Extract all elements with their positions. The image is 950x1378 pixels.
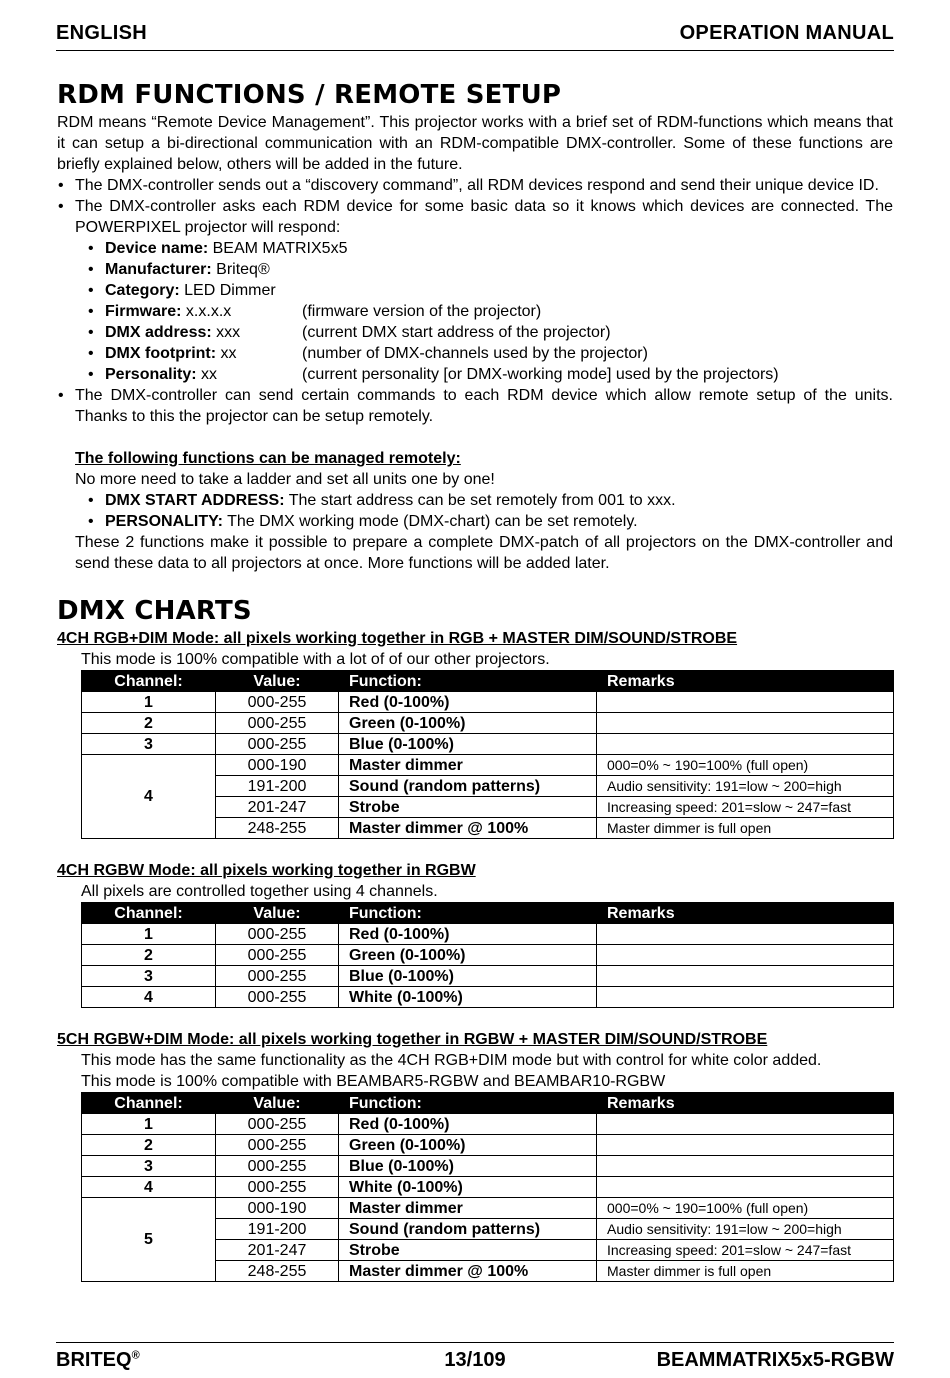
table-header-row <box>82 1093 894 1114</box>
channel-cell: 2 <box>82 945 216 966</box>
channel-cell: 3 <box>82 1156 216 1177</box>
value-cell: 248-255 <box>216 1261 339 1282</box>
rdm-item-label: Firmware: <box>105 303 182 320</box>
table-row <box>82 1135 894 1156</box>
rdm-item-label-value <box>105 301 302 322</box>
remote-functions-intro: No more need to take a ladder and set all units one by one! <box>75 471 495 488</box>
function-cell: Red (0-100%) <box>339 924 597 945</box>
value-cell: 000-255 <box>216 1156 339 1177</box>
function-cell: Strobe <box>339 1240 597 1261</box>
rdm-response-item <box>87 322 893 343</box>
remarks-cell <box>597 734 894 755</box>
value-cell: 201-247 <box>216 1240 339 1261</box>
value-cell: 000-255 <box>216 1114 339 1135</box>
table-row <box>82 1198 894 1219</box>
function-cell: Master dimmer @ 100% <box>339 818 597 839</box>
table-row <box>82 1177 894 1198</box>
rdm-item-value: Briteq® <box>216 261 270 278</box>
remarks-cell: Master dimmer is full open <box>597 1261 894 1282</box>
table-row <box>82 924 894 945</box>
rdm-item-value: xx <box>220 345 237 362</box>
footer-model: BEAMMATRIX5x5-RGBW <box>656 1349 894 1371</box>
value-cell: 000-190 <box>216 1198 339 1219</box>
rdm-response-item <box>87 238 893 259</box>
table-row <box>82 755 894 776</box>
rdm-response-item <box>87 280 893 301</box>
channel-cell: 1 <box>82 1114 216 1135</box>
mode2-table <box>81 902 894 1008</box>
remarks-cell: Audio sensitivity: 191=low ~ 200=high <box>597 776 894 797</box>
rdm-response-item <box>87 301 893 322</box>
rdm-response-item <box>87 259 893 280</box>
column-header: Value: <box>216 903 339 924</box>
rdm-intro: RDM means “Remote Device Management”. This projector works with a brief set of RDM-functions which means that it can setup a bi-directional communication with an RDM-compatible DMX-controller. Some of these functions are briefly explained below, others will be added in the future. <box>57 114 893 173</box>
remote-function-item <box>87 490 893 511</box>
rdm-item-value: LED Dimmer <box>184 282 276 299</box>
column-header: Remarks <box>597 903 894 924</box>
rdm-item-label: Device name: <box>105 240 209 257</box>
column-header: Function: <box>339 903 597 924</box>
value-cell: 000-255 <box>216 966 339 987</box>
function-cell: Master dimmer <box>339 1198 597 1219</box>
remarks-cell: 000=0% ~ 190=100% (full open) <box>597 1198 894 1219</box>
rdm-item-value: xx <box>201 366 218 383</box>
mode2-description: All pixels are controlled together using 4 channels. <box>81 883 438 900</box>
column-header: Channel: <box>82 671 216 692</box>
footer-brand-name: BRITEQ <box>56 1349 132 1371</box>
rdm-response-item <box>87 343 893 364</box>
table-row <box>82 987 894 1008</box>
remote-functions-heading: The following functions can be managed remotely: <box>75 450 461 467</box>
rdm-bullet-remote: • The DMX-controller can send certain commands to each RDM device which allow remote setup of the units. Thanks to this the projector can be setup remotely. <box>57 385 893 427</box>
function-cell: Sound (random patterns) <box>339 776 597 797</box>
mode3-description-1: This mode has the same functionality as the 4CH RGB+DIM mode but with control for white color added. <box>81 1052 822 1069</box>
value-cell: 000-255 <box>216 945 339 966</box>
rdm-bullets <box>57 175 893 238</box>
remarks-cell <box>597 1177 894 1198</box>
function-cell: Green (0-100%) <box>339 713 597 734</box>
remote-function-desc: The DMX working mode (DMX-chart) can be set remotely. <box>227 513 638 530</box>
header-language: ENGLISH <box>56 22 147 44</box>
remote-function-desc: The start address can be set remotely from 001 to xxx. <box>288 492 676 509</box>
rdm-item-note: (current DMX start address of the projector) <box>302 324 611 341</box>
rdm-item-value: BEAM MATRIX5x5 <box>212 240 348 257</box>
dmx-charts-title: DMX CHARTS <box>57 596 252 626</box>
page-content <box>57 78 893 1282</box>
remarks-cell <box>597 987 894 1008</box>
mode3-table <box>81 1092 894 1282</box>
table-row <box>82 692 894 713</box>
channel-cell: 3 <box>82 734 216 755</box>
remarks-cell: Increasing speed: 201=slow ~ 247=fast <box>597 1240 894 1261</box>
function-cell: Master dimmer @ 100% <box>339 1261 597 1282</box>
channel-cell: 4 <box>82 755 216 839</box>
channel-cell: 1 <box>82 692 216 713</box>
remarks-cell <box>597 713 894 734</box>
channel-cell: 4 <box>82 1177 216 1198</box>
mode1-description: This mode is 100% compatible with a lot of of our other projectors. <box>81 651 550 668</box>
column-header: Value: <box>216 1093 339 1114</box>
table-row <box>82 966 894 987</box>
rdm-bullets-2 <box>57 385 893 427</box>
value-cell: 000-255 <box>216 987 339 1008</box>
rdm-item-value: xxx <box>216 324 241 341</box>
rdm-item-label-value <box>105 322 302 343</box>
page-footer <box>56 1342 894 1377</box>
remarks-cell: Increasing speed: 201=slow ~ 247=fast <box>597 797 894 818</box>
rdm-item-label: DMX footprint: <box>105 345 217 362</box>
function-cell: Blue (0-100%) <box>339 966 597 987</box>
function-cell: Green (0-100%) <box>339 1135 597 1156</box>
column-header: Function: <box>339 671 597 692</box>
function-cell: White (0-100%) <box>339 1177 597 1198</box>
function-cell: Red (0-100%) <box>339 1114 597 1135</box>
rdm-item-note: (number of DMX-channels used by the projector) <box>302 345 648 362</box>
page-header <box>56 20 894 51</box>
value-cell: 000-255 <box>216 713 339 734</box>
rdm-response-item <box>87 364 893 385</box>
remarks-cell: 000=0% ~ 190=100% (full open) <box>597 755 894 776</box>
mode3-description-2: This mode is 100% compatible with BEAMBAR5-RGBW and BEAMBAR10-RGBW <box>81 1073 666 1090</box>
remarks-cell <box>597 966 894 987</box>
channel-cell: 2 <box>82 713 216 734</box>
column-header: Remarks <box>597 1093 894 1114</box>
remarks-cell <box>597 1156 894 1177</box>
column-header: Channel: <box>82 1093 216 1114</box>
value-cell: 201-247 <box>216 797 339 818</box>
value-cell: 191-200 <box>216 1219 339 1240</box>
remarks-cell <box>597 945 894 966</box>
channel-cell: 3 <box>82 966 216 987</box>
remote-functions-list <box>87 490 893 532</box>
channel-cell: 4 <box>82 987 216 1008</box>
rdm-item-value: x.x.x.x <box>185 303 232 320</box>
remarks-cell <box>597 1114 894 1135</box>
mode1-heading: 4CH RGB+DIM Mode: all pixels working together in RGB + MASTER DIM/SOUND/STROBE <box>57 630 738 647</box>
table-row <box>82 713 894 734</box>
rdm-item-label: Manufacturer: <box>105 261 212 278</box>
rdm-item-note: (firmware version of the projector) <box>302 303 542 320</box>
mode2-heading: 4CH RGBW Mode: all pixels working together in RGBW <box>57 862 476 879</box>
channel-cell: 1 <box>82 924 216 945</box>
value-cell: 191-200 <box>216 776 339 797</box>
rdm-item-label-value <box>105 238 347 259</box>
remarks-cell: Master dimmer is full open <box>597 818 894 839</box>
remote-function-item <box>87 511 893 532</box>
table-row <box>82 1114 894 1135</box>
remote-function-label: DMX START ADDRESS: <box>105 492 285 509</box>
remarks-cell <box>597 1135 894 1156</box>
function-cell: Strobe <box>339 797 597 818</box>
table-row <box>82 734 894 755</box>
table-row <box>82 1156 894 1177</box>
function-cell: Master dimmer <box>339 755 597 776</box>
rdm-item-label: Category: <box>105 282 180 299</box>
function-cell: Blue (0-100%) <box>339 1156 597 1177</box>
column-header: Channel: <box>82 903 216 924</box>
function-cell: Blue (0-100%) <box>339 734 597 755</box>
value-cell: 000-255 <box>216 692 339 713</box>
rdm-item-label-value <box>105 364 302 385</box>
remarks-cell <box>597 924 894 945</box>
channel-cell: 5 <box>82 1198 216 1282</box>
remote-function-label: PERSONALITY: <box>105 513 223 530</box>
rdm-item-note: (current personality [or DMX-working mode] used by the projectors) <box>302 366 779 383</box>
header-title: OPERATION MANUAL <box>679 22 894 44</box>
footer-page-number: 13/109 <box>444 1349 506 1371</box>
rdm-item-label: Personality: <box>105 366 197 383</box>
value-cell: 000-255 <box>216 924 339 945</box>
function-cell: Green (0-100%) <box>339 945 597 966</box>
value-cell: 248-255 <box>216 818 339 839</box>
rdm-bullet-discovery: • The DMX-controller sends out a “discovery command”, all RDM devices respond and send their unique device ID. <box>57 175 893 196</box>
rdm-response-list <box>87 238 893 385</box>
table-row <box>82 945 894 966</box>
rdm-item-label: DMX address: <box>105 324 212 341</box>
value-cell: 000-190 <box>216 755 339 776</box>
table-header-row <box>82 671 894 692</box>
remarks-cell <box>597 692 894 713</box>
rdm-bullet-basic-data <box>57 196 893 238</box>
value-cell: 000-255 <box>216 734 339 755</box>
mode3-heading: 5CH RGBW+DIM Mode: all pixels working together in RGBW + MASTER DIM/SOUND/STROBE <box>57 1031 768 1048</box>
rdm-bullet-basic-data-text: The DMX-controller asks each RDM device for some basic data so it knows which devices are connected. The POWERPIXEL projector will respond: <box>75 198 893 236</box>
column-header: Function: <box>339 1093 597 1114</box>
function-cell: Red (0-100%) <box>339 692 597 713</box>
footer-brand-registered: ® <box>131 1349 140 1362</box>
rdm-item-label-value <box>105 343 302 364</box>
column-header: Value: <box>216 671 339 692</box>
column-header: Remarks <box>597 671 894 692</box>
mode1-table <box>81 670 894 839</box>
function-cell: Sound (random patterns) <box>339 1219 597 1240</box>
remote-functions-closing: These 2 functions make it possible to prepare a complete DMX-patch of all projectors on the DMX-controller and send these data to all projectors at once. More functions will be added later. <box>75 534 893 572</box>
rdm-title: RDM FUNCTIONS / REMOTE SETUP <box>57 80 562 110</box>
channel-cell: 2 <box>82 1135 216 1156</box>
value-cell: 000-255 <box>216 1135 339 1156</box>
rdm-item-label-value <box>105 259 270 280</box>
table-header-row <box>82 903 894 924</box>
remarks-cell: Audio sensitivity: 191=low ~ 200=high <box>597 1219 894 1240</box>
function-cell: White (0-100%) <box>339 987 597 1008</box>
value-cell: 000-255 <box>216 1177 339 1198</box>
rdm-item-label-value <box>105 280 276 301</box>
